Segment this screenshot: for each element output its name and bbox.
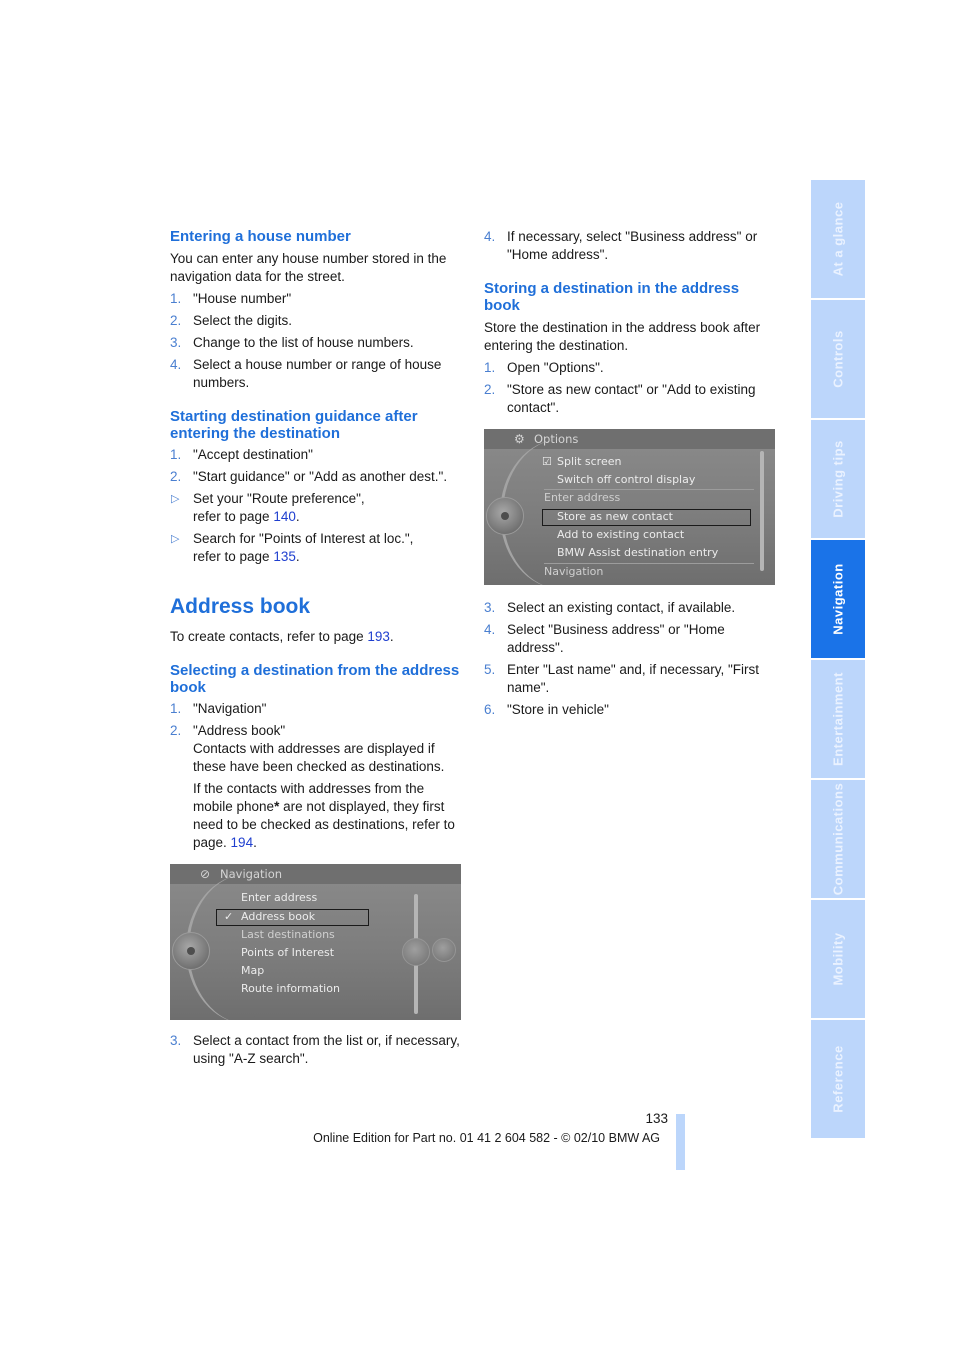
left-column xyxy=(170,228,462,1068)
checkbox-checked-icon: ☑ xyxy=(542,455,552,468)
screen-menu-item: Enter address xyxy=(544,491,621,504)
tab-entertainment[interactable]: Entertainment xyxy=(811,660,865,778)
page-number: 133 xyxy=(645,1111,668,1126)
screen-header: ⊘ Navigation xyxy=(170,864,461,884)
tab-mobility[interactable]: Mobility xyxy=(811,900,865,1018)
page-link-135[interactable]: 135 xyxy=(273,549,296,564)
list-item: 2. "Start guidance" or "Add as another dest.". xyxy=(170,469,448,484)
screen-header: ⚙ Options xyxy=(484,429,775,449)
gear-icon: ⚙ xyxy=(514,432,525,446)
screen-menu-item: BMW Assist destination entry xyxy=(557,546,719,559)
chapter-tabs xyxy=(811,180,865,1140)
right-column xyxy=(484,228,776,719)
paragraph-house-number: You can enter any house number stored in the navigation data for the street. xyxy=(170,251,447,284)
screen-menu-item: Add to existing contact xyxy=(557,528,685,541)
screen-menu-item: Navigation xyxy=(544,565,604,578)
tab-navigation[interactable]: Navigation xyxy=(811,540,865,658)
paragraph-store-destination: Store the destination in the address book after entering the destination. xyxy=(484,320,761,353)
controller-knob-icon xyxy=(486,497,524,535)
page-link-193[interactable]: 193 xyxy=(367,629,390,644)
options-menu-screenshot xyxy=(484,429,775,585)
tab-communications[interactable]: Communications xyxy=(811,780,865,898)
page-link-194[interactable]: 194 xyxy=(230,835,254,850)
bullet-triangle-icon: ▷ xyxy=(171,533,180,545)
tab-controls[interactable]: Controls xyxy=(811,300,865,418)
list-item: 6. "Store in vehicle" xyxy=(484,702,609,717)
navigation-icon: ⊘ xyxy=(200,867,211,881)
screen-menu-item: Split screen xyxy=(557,455,622,468)
screen-menu-item-selected: Address book xyxy=(241,910,316,923)
screen-menu-item: Switch off control display xyxy=(557,473,696,486)
screen-menu-item-selected: Store as new contact xyxy=(557,510,673,523)
tab-reference[interactable]: Reference xyxy=(811,1020,865,1138)
list-item: 3. Select a contact from the list or, if necessary, using "A-Z search". xyxy=(170,1033,460,1066)
screen-menu-item: Route information xyxy=(241,982,340,995)
bullet-route-preference: ▷ Set your "Route preference", refer to page 140. xyxy=(171,491,365,524)
bullet-triangle-icon: ▷ xyxy=(171,493,180,505)
list-item: 1. "House number" xyxy=(170,291,292,306)
controller-knob-right-icon xyxy=(432,938,456,962)
screen-menu-item: Last destinations xyxy=(241,928,335,941)
footer-bar xyxy=(676,1114,685,1170)
checkmark-icon: ✓ xyxy=(224,910,234,923)
paragraph-create-contacts: To create contacts, refer to page 193. xyxy=(170,629,394,644)
list-item: 2. "Store as new contact" or "Add to existing contact". xyxy=(484,382,756,415)
list-item: 1. "Navigation" xyxy=(170,701,267,716)
tab-at-a-glance[interactable]: At a glance xyxy=(811,180,865,298)
list-item: 1. "Accept destination" xyxy=(170,447,313,462)
list-item: 3. Select an existing contact, if available. xyxy=(484,600,736,615)
list-item: 4. If necessary, select "Business address" or "Home address". xyxy=(484,229,758,262)
list-item: 4. Select a house number or range of house numbers. xyxy=(170,357,442,390)
navigation-menu-screenshot xyxy=(170,864,461,1020)
list-item: 4. Select "Business address" or "Home address". xyxy=(484,622,725,655)
screen-menu-item: Enter address xyxy=(241,891,318,904)
note-mobile-phone: If the contacts with addresses from the mobile phone* are not displayed, they first need to be checked as destinations, refer to page. 194. xyxy=(193,781,455,850)
controller-knob-icon xyxy=(172,932,210,970)
list-item: 2. Select the digits. xyxy=(170,313,293,328)
page-link-140[interactable]: 140 xyxy=(273,509,296,524)
heading-selecting-destination: Selecting a destination from the address book xyxy=(170,662,460,696)
list-item: 1. Open "Options". xyxy=(484,360,604,375)
heading-entering-house-number: Entering a house number xyxy=(170,228,351,245)
controller-knob-right-icon xyxy=(402,938,430,966)
tab-driving-tips[interactable]: Driving tips xyxy=(811,420,865,538)
footer-edition: Online Edition for Part no. 01 41 2 604 582 - © 02/10 BMW AG xyxy=(313,1131,660,1145)
screen-menu-item: Points of Interest xyxy=(241,946,335,959)
screen-menu-item: Map xyxy=(241,964,265,977)
heading-storing-destination: Storing a destination in the address book xyxy=(484,280,740,314)
list-item: 3. Change to the list of house numbers. xyxy=(170,335,414,350)
heading-starting-guidance: Starting destination guidance after entering the destination xyxy=(170,408,418,442)
list-item: 5. Enter "Last name" and, if necessary, "First name". xyxy=(484,662,759,695)
heading-address-book: Address book xyxy=(170,595,311,618)
list-item: 2. "Address book" Contacts with addresses are displayed if these have been checked as destinations. xyxy=(170,723,445,774)
bullet-points-of-interest: ▷ Search for "Points of Interest at loc.", refer to page 135. xyxy=(171,531,414,564)
